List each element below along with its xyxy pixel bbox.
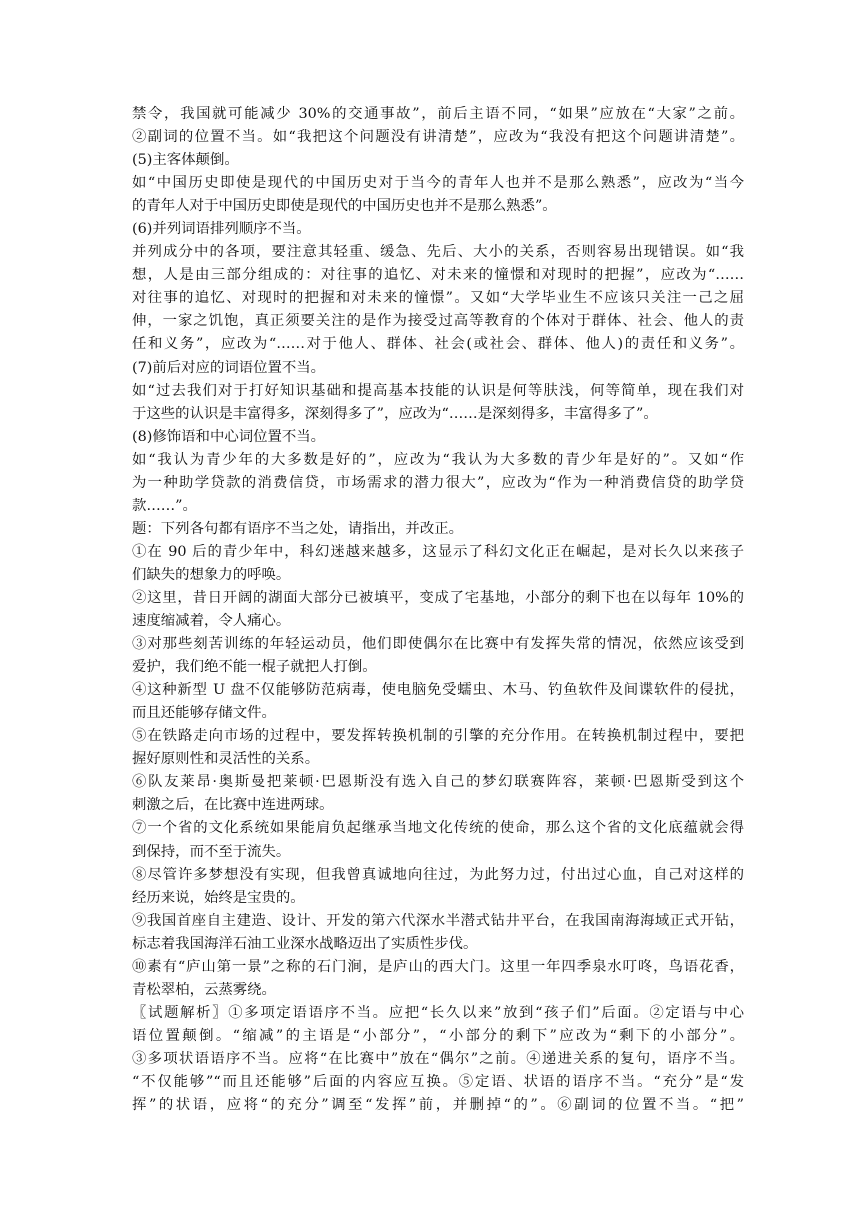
text-line: ⑤在铁路走向市场的过程中，要发挥转换机制的引擎的充分作用。在转换机制过程中，要把: [132, 728, 744, 745]
text-line: 想，人是由三部分组成的：对往事的追忆、对未来的憧憬和对现时的把握”，应改为“……: [132, 267, 744, 284]
text-line: 任和义务”，应改为“……对于他人、群体、社会(或社会、群体、他人)的责任和义务”。: [132, 336, 744, 353]
text-line: ⑦一个省的文化系统如果能肩负起继承当地文化传统的使命，那么这个省的文化底蕴就会得: [132, 820, 744, 837]
document-body: [132, 103, 744, 1117]
text-line: 并列成分中的各项，要注意其轻重、缓急、先后、大小的关系，否则容易出现错误。如“我: [132, 244, 744, 261]
text-line: 标志着我国海洋石油工业深水战略迈出了实质性步伐。: [132, 935, 478, 952]
text-line: ⑩素有“庐山第一景”之称的石门涧，是庐山的西大门。这里一年四季泉水叮咚，鸟语花香，: [132, 958, 744, 975]
text-line: ④这种新型 U 盘不仅能够防范病毒，使电脑免受蠕虫、木马、钓鱼软件及间谍软件的侵扰，: [132, 682, 744, 699]
text-line: 伸，一家之饥饱，真正须要关注的是作为接受过高等教育的个体对于群体、社会、他人的责: [132, 313, 744, 330]
text-line: 到保持，而不至于流失。: [132, 843, 291, 860]
text-line: ⑧尽管许多梦想没有实现，但我曾真诚地向往过，为此努力过，付出过心血，自己对这样的: [132, 866, 744, 883]
text-line: 爱护，我们绝不能一棍子就把人打倒。: [132, 659, 377, 676]
text-line: 〖试题解析〗①多项定语语序不当。应把“长久以来”放到“孩子们”后面。②定语与中心: [132, 1004, 744, 1021]
text-line: 经历来说，始终是宝贵的。: [132, 889, 305, 906]
text-line: 于这些的认识是丰富得多，深刻得多了”，应改为“……是深刻得多，丰富得多了”。: [132, 405, 658, 422]
text-line: ①在 90 后的青少年中，科幻迷越来越多，这显示了科幻文化正在崛起，是对长久以来孩子: [132, 543, 744, 560]
text-line: ③多项状语语序不当。应将“在比赛中”放在“偶尔”之前。④递进关系的复句，语序不当。: [132, 1050, 744, 1067]
text-line: ⑨我国首座自主建造、设计、开发的第六代深水半潜式钻井平台，在我国南海海域正式开钻，: [132, 912, 744, 929]
text-line: 而且还能够存储文件。: [132, 705, 276, 722]
text-line: 们缺失的想象力的呼唤。: [132, 566, 291, 583]
text-line: (7)前后对应的词语位置不当。: [132, 359, 326, 376]
text-line: 题：下列各句都有语序不当之处，请指出，并改正。: [132, 520, 463, 537]
text-line: (8)修饰语和中心词位置不当。: [132, 428, 326, 445]
text-line: ⑥队友莱昂·奥斯曼把莱顿·巴恩斯没有选入自己的梦幻联赛阵容，莱顿·巴恩斯受到这个: [132, 774, 744, 791]
text-line: 如“我认为青少年的大多数是好的”，应改为“我认为大多数的青少年是好的”。又如“作: [132, 451, 744, 468]
text-line: 的青年人对于中国历史即使是现代的中国历史也并不是那么熟悉”。: [132, 198, 557, 215]
text-line: ②这里，昔日开阔的湖面大部分已被填平，变成了宅基地，小部分的剩下也在以每年 10%的: [132, 589, 744, 606]
text-line: 禁令，我国就可能减少 30%的交通事故”，前后主语不同，“如果”应放在“大家”之前。: [132, 106, 744, 122]
text-line: 握好原则性和灵活性的关系。: [132, 751, 320, 768]
text-line: 款……”。: [132, 497, 197, 514]
text-line: 刺激之后，在比赛中连进两球。: [132, 797, 334, 814]
text-line: (6)并列词语排列顺序不当。: [132, 221, 311, 238]
text-line: 对往事的追忆、对现时的把握和对未来的憧憬”。又如“大学毕业生不应该只关注一己之屈: [132, 290, 744, 307]
text-line: ③对那些刻苦训练的年轻运动员，他们即使偶尔在比赛中有发挥失常的情况，依然应该受到: [132, 636, 744, 653]
text-line: 如“过去我们对于打好知识基础和提高基本技能的认识是何等肤浅，何等简单，现在我们对: [132, 382, 744, 399]
text-line: 挥”的状语，应将“的充分”调至“发挥”前，并删掉“的”。⑥副词的位置不当。“把”: [132, 1097, 744, 1114]
text-line: 速度缩减着，令人痛心。: [132, 613, 291, 630]
text-line: (5)主客体颠倒。: [132, 152, 239, 169]
text-line: 青松翠柏，云蒸雾绕。: [132, 981, 276, 998]
text-line: ②副词的位置不当。如“我把这个问题没有讲清楚”，应改为“我没有把这个问题讲清楚”。: [132, 129, 744, 146]
text-line: 为一种助学贷款的消费信贷，市场需求的潜力很大”，应改为“作为一种消费信贷的助学贷: [132, 474, 744, 491]
text-line: 语位置颠倒。“缩减”的主语是“小部分”，“小部分的剩下”应改为“剩下的小部分”。: [132, 1027, 744, 1044]
text-line: “不仅能够”“而且还能够”后面的内容应互换。⑤定语、状语的语序不当。“充分”是“发: [132, 1073, 744, 1090]
text-line: 如“中国历史即使是现代的中国历史对于当今的青年人也并不是那么熟悉”，应改为“当今: [132, 175, 744, 192]
